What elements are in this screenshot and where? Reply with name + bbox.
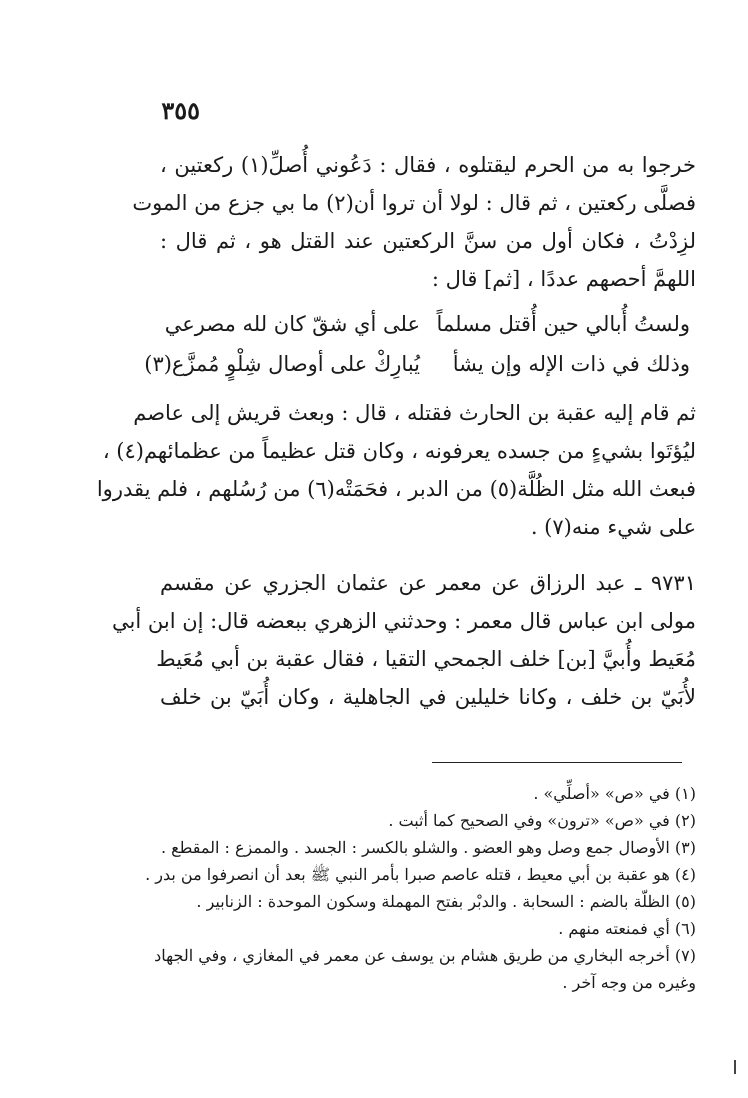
- text-line: ليُؤتَوا بشيءٍ من جسده يعرفونه ، وكان قتل عظيماً من عظمائهم(٤) ،: [102, 439, 696, 463]
- text-line: خرجوا به من الحرم ليقتلوه ، فقال : دَعُوني أُصلِّ(١) ركعتين ،: [160, 153, 696, 177]
- page-number: ٣٥٥: [161, 96, 200, 125]
- poem: [144, 304, 696, 384]
- footnote-divider: [432, 762, 682, 763]
- footnote: (٥) الظلّة بالضم : السحابة . والدبْر بفتح المهملة وسكون الموحدة : الزنابير .: [196, 892, 696, 911]
- text-line: على شيء منه(٧) .: [530, 515, 696, 539]
- paragraph-1: [132, 146, 696, 298]
- poem-hemistich-first: وذلك في ذات الإله وإن يشأ: [452, 352, 690, 376]
- footnote: (٤) هو عقبة بن أبي معيط ، قتله عاصم صبرا بأمر النبي ﷺ بعد أن انصرفوا من بدر .: [145, 865, 696, 884]
- text-line: فبعث الله مثل الظُلَّة(٥) من الدبر ، فحَمَتْه(٦) من رُسُلهم ، فلم يقدروا: [96, 477, 696, 501]
- poem-hemistich-second: على أي شقّ كان لله مصرعي: [164, 312, 420, 336]
- poem-hemistich-first: ولستُ أُبالي حين أُقتل مسلماً: [436, 312, 690, 336]
- footnote-continuation: وغيره من وجه آخر .: [562, 973, 696, 992]
- page-edge-mark: [734, 1060, 736, 1074]
- paragraph-2: [96, 394, 696, 546]
- poem-verse: [160, 304, 696, 344]
- text-line: ٩٧٣١ ـ عبد الرزاق عن معمر عن عثمان الجزري عن مقسم: [160, 571, 696, 595]
- poem-verse: [144, 344, 696, 384]
- footnote: (٧) أخرجه البخاري من طريق هشام بن يوسف عن معمر في المغازي ، وفي الجهاد: [154, 946, 696, 965]
- paragraph-gap: [160, 546, 696, 564]
- text-line: لأُبَيّ بن خلف ، وكانا خليلين في الجاهلية ، وكان أُبَيّ بن خلف: [160, 685, 696, 709]
- footnote: (١) في «ص» «أصلِّي» .: [533, 784, 696, 803]
- text-line: ثم قام إليه عقبة بن الحارث فقتله ، قال : وبعث قريش إلى عاصم: [133, 401, 696, 425]
- main-text: [96, 146, 696, 716]
- footnotes: [145, 780, 696, 996]
- text-line: لزِدْتُ ، فكان أول من سنَّ الركعتين عند القتل هو ، ثم قال :: [160, 229, 696, 253]
- text-line: اللهمَّ أحصهم عددًا ، [ثم] قال :: [431, 267, 696, 291]
- paragraph-3: [112, 564, 696, 716]
- text-line: مولى ابن عباس قال معمر : وحدثني الزهري ببعضه قال: إن ابن أبي: [112, 609, 696, 633]
- text-line: مُعَيط وأُبيَّ [بن] خلف الجمحي التقيا ، فقال عقبة بن أبي مُعَيط: [156, 647, 696, 671]
- footnote: (٣) الأوصال جمع وصل وهو العضو . والشلو بالكسر : الجسد . والممزع : المقطع .: [160, 838, 696, 857]
- footnote: (٦) أي فمنعته منهم .: [558, 919, 696, 938]
- poem-hemistich-second: يُبارِكْ على أوصال شِلْوٍ مُمزَّع(٣): [144, 352, 420, 376]
- footnote: (٢) في «ص» «ترون» وفي الصحيح كما أثبت .: [388, 811, 696, 830]
- text-line: فصلَّى ركعتين ، ثم قال : لولا أن تروا أن(٢) ما بي جزع من الموت: [132, 191, 696, 215]
